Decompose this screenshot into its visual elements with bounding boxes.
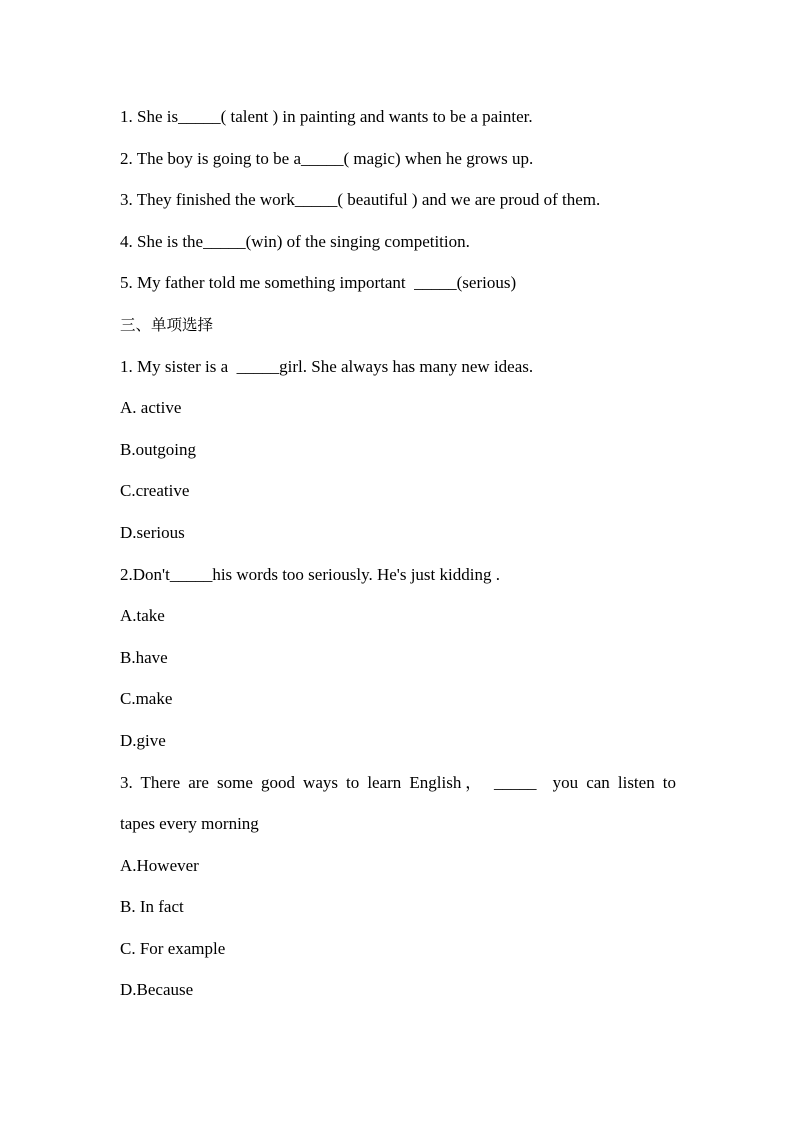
question-3-option-d: D.Because — [120, 980, 194, 1000]
question-1-option-c: C.creative — [120, 481, 190, 501]
question-3-stem-line-2: tapes every morning — [120, 814, 259, 834]
question-2-option-b: B.have — [120, 647, 168, 667]
question-3-option-a: A.However — [120, 855, 199, 875]
question-1-stem: 1. My sister is a _____girl. She always has many new ideas. — [120, 356, 534, 376]
fill-in-item-5: 5. My father told me something important _____(serious) — [120, 273, 517, 293]
fill-in-item-1: 1. She is_____( talent ) in painting and wants to be a painter. — [120, 107, 533, 126]
question-2-option-a: A.take — [120, 606, 165, 626]
fill-in-item-3: 3. They finished the work_____( beautiful ) and we are proud of them. — [120, 190, 601, 210]
question-1-option-a: A. active — [120, 398, 182, 418]
question-3-option-b: B. In fact — [120, 897, 184, 917]
question-2-option-d: D.give — [120, 730, 166, 750]
question-1-option-d: D.serious — [120, 522, 185, 542]
question-3-stem-line-1: 3. There are some good ways to learn English， _____ you can listen to — [120, 772, 676, 792]
section-heading: 三、单项选择 — [120, 315, 214, 334]
document-content — [120, 104, 676, 1019]
question-3-option-c: C. For example — [120, 938, 226, 958]
question-2-stem: 2.Don't_____his words too seriously. He's just kidding . — [120, 564, 500, 584]
fill-in-item-4: 4. She is the_____(win) of the singing competition. — [120, 231, 470, 251]
question-2-option-c: C.make — [120, 689, 173, 709]
fill-in-item-2: 2. The boy is going to be a_____( magic) when he grows up. — [120, 148, 534, 168]
question-1-option-b: B.outgoing — [120, 439, 197, 459]
